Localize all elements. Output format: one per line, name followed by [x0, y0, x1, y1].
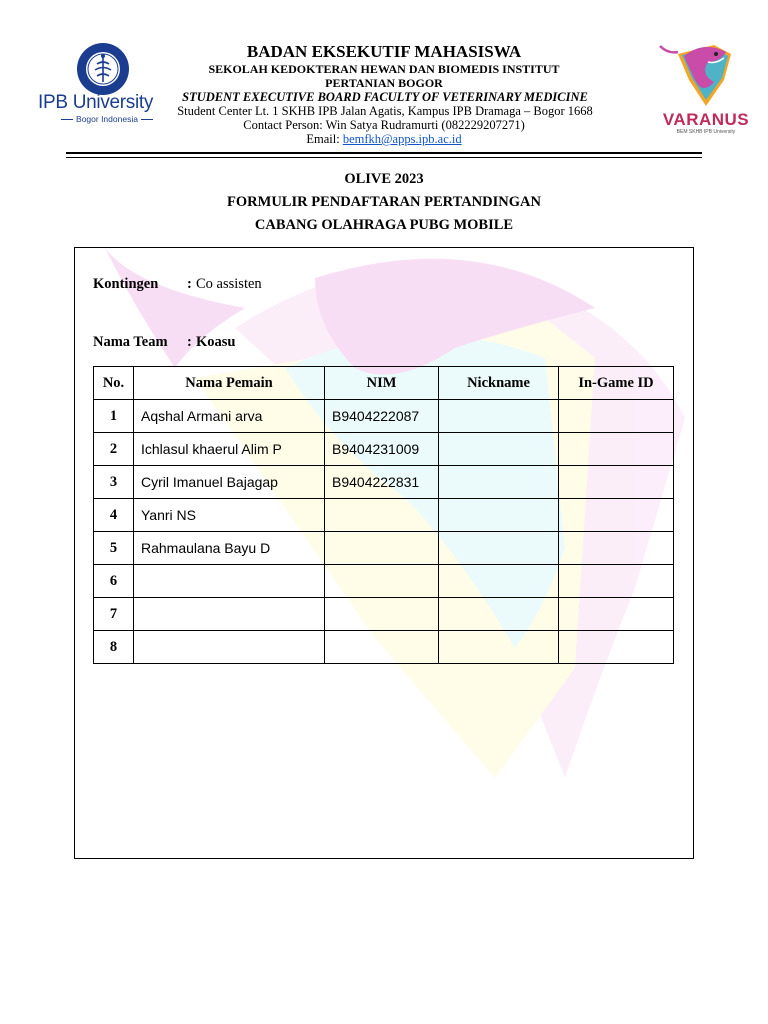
cell-player-name: Cyril Imanuel Bajagap [134, 466, 325, 499]
cell-no: 3 [94, 466, 134, 499]
cell-player-name [134, 631, 325, 664]
ipb-seal-icon [76, 42, 130, 96]
sport-branch-title: CABANG OLAHRAGA PUBG MOBILE [254, 217, 514, 233]
cell-nickname [439, 532, 559, 565]
team-name-label: Nama Team [93, 334, 168, 350]
cell-nim [325, 499, 439, 532]
varanus-logo [654, 40, 758, 136]
cell-nickname [439, 565, 559, 598]
cell-no: 8 [94, 631, 134, 664]
ipb-location: Bogor Indonesia [52, 114, 162, 124]
cell-no: 2 [94, 433, 134, 466]
kontingen-label: Kontingen [93, 276, 159, 292]
cell-nickname [439, 433, 559, 466]
table-row [94, 598, 674, 631]
cell-nickname [439, 466, 559, 499]
cell-nim: B9404222087 [325, 400, 439, 433]
email-link[interactable]: bemfkh@apps.ipb.ac.id [342, 132, 462, 146]
cell-ingame-id [559, 631, 674, 664]
cell-ingame-id [559, 499, 674, 532]
cell-nickname [439, 598, 559, 631]
player-roster-table [93, 366, 674, 664]
varanus-wordmark: VARANUS [662, 110, 750, 129]
table-row [94, 466, 674, 499]
letterhead-address: Student Center Lt. 1 SKHB IPB Jalan Agatis, Kampus IPB Dramaga – Bogor 1668 [177, 104, 593, 118]
event-title: OLIVE 2023 [344, 171, 424, 187]
ipb-university-logo [38, 42, 166, 126]
cell-player-name: Yanri NS [134, 499, 325, 532]
header-player-name: Nama Pemain [134, 367, 325, 400]
cell-ingame-id [559, 400, 674, 433]
varanus-lizard-icon [654, 40, 758, 110]
team-name-value: Koasu [196, 334, 236, 350]
cell-player-name [134, 598, 325, 631]
header-ingame-id: In-Game ID [559, 367, 674, 400]
cell-nickname [439, 631, 559, 664]
cell-no: 4 [94, 499, 134, 532]
table-row [94, 565, 674, 598]
cell-ingame-id [559, 433, 674, 466]
cell-player-name: Rahmaulana Bayu D [134, 532, 325, 565]
cell-ingame-id [559, 565, 674, 598]
table-row [94, 433, 674, 466]
cell-no: 1 [94, 400, 134, 433]
header-no: No. [94, 367, 134, 400]
cell-nim: B9404222831 [325, 466, 439, 499]
letterhead-title: BADAN EKSEKUTIF MAHASISWA [246, 42, 522, 61]
varanus-tagline: BEM SKHB IPB University [676, 129, 736, 135]
cell-nickname [439, 499, 559, 532]
header-rule-thin [66, 157, 702, 158]
letterhead-institute: PERTANIAN BOGOR [325, 76, 443, 90]
registration-form-box [74, 247, 694, 859]
header-nickname: Nickname [439, 367, 559, 400]
cell-no: 5 [94, 532, 134, 565]
table-row [94, 400, 674, 433]
letterhead-email [160, 132, 608, 147]
cell-ingame-id [559, 598, 674, 631]
table-header-row [94, 367, 674, 400]
cell-nim [325, 532, 439, 565]
table-row [94, 532, 674, 565]
form-title: FORMULIR PENDAFTARAN PERTANDINGAN [227, 194, 541, 210]
cell-player-name: Ichlasul khaerul Alim P [134, 433, 325, 466]
ipb-wordmark: IPB University [38, 92, 154, 113]
cell-nim [325, 631, 439, 664]
email-label: Email: [306, 132, 343, 146]
table-row [94, 631, 674, 664]
cell-nim: B9404231009 [325, 433, 439, 466]
cell-no: 6 [94, 565, 134, 598]
cell-player-name: Aqshal Armani arva [134, 400, 325, 433]
kontingen-colon: : [187, 276, 192, 292]
cell-ingame-id [559, 532, 674, 565]
kontingen-value: Co assisten [196, 276, 262, 292]
team-name-colon: : [187, 334, 192, 350]
cell-nim [325, 598, 439, 631]
cell-no: 7 [94, 598, 134, 631]
header-nim: NIM [325, 367, 439, 400]
letterhead-english-name: STUDENT EXECUTIVE BOARD FACULTY OF VETERINARY MEDICINE [182, 90, 588, 104]
letterhead-faculty: SEKOLAH KEDOKTERAN HEWAN DAN BIOMEDIS INSTITUT [208, 62, 560, 76]
header-rule-thick [66, 152, 702, 154]
cell-nickname [439, 400, 559, 433]
letterhead-contact: Contact Person: Win Satya Rudramurti (082229207271) [243, 118, 525, 132]
cell-nim [325, 565, 439, 598]
cell-player-name [134, 565, 325, 598]
cell-ingame-id [559, 466, 674, 499]
table-row [94, 499, 674, 532]
